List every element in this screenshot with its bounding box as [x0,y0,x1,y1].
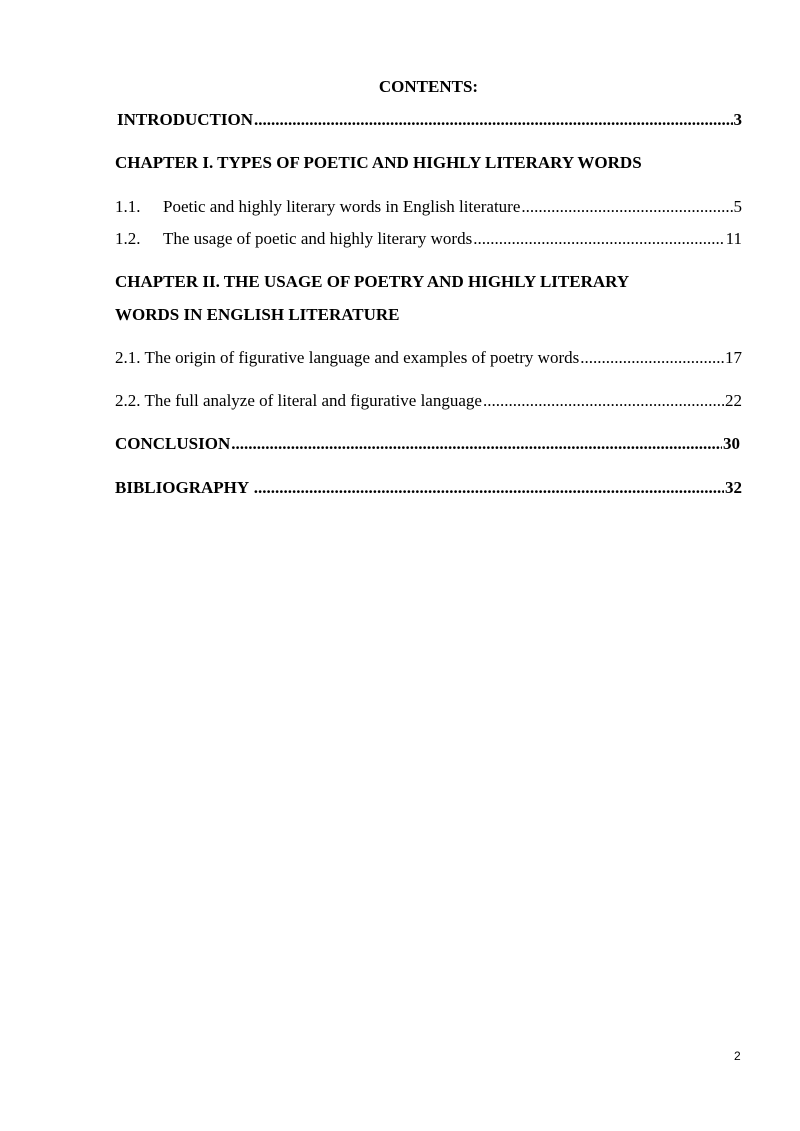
leader-dots [521,197,732,217]
toc-entry-number: 1.1. [115,197,141,216]
toc-entry-number: 1.2. [115,229,141,248]
contents-title: CONTENTS: [378,77,479,96]
toc-entry-bibliography[interactable] [115,478,742,498]
toc-entry-label: 2.2. The full analyze of literal and figurative language [115,391,482,410]
toc-entry-page: 30 [723,434,740,453]
chapter-2-heading-line-1[interactable]: CHAPTER II. THE USAGE OF POETRY AND HIGHLY LITERARY [115,272,630,291]
toc-entry-conclusion[interactable] [115,434,740,454]
leader-dots [483,391,724,411]
page-number: 2 [734,1049,741,1063]
toc-entry-2-1[interactable] [115,348,742,368]
toc-entry-page: 5 [733,197,742,216]
toc-entry-1-2[interactable] [115,229,742,249]
toc-entry-text: Poetic and highly literary words in English literature [163,197,521,216]
toc-entry-2-2[interactable] [115,391,742,411]
toc-entry-label [115,229,472,249]
chapter-2-heading-line-2[interactable]: WORDS IN ENGLISH LITERATURE [115,305,400,324]
toc-entry-page: 17 [725,348,742,367]
toc-entry-introduction[interactable] [117,110,742,130]
leader-dots [473,229,724,249]
chapter-1-heading[interactable]: CHAPTER I. TYPES OF POETIC AND HIGHLY LITERARY WORDS [115,153,642,172]
toc-entry-page: 32 [725,478,742,497]
toc-entry-text: The usage of poetic and highly literary words [163,229,473,248]
toc-entry-label: BIBLIOGRAPHY [115,478,253,497]
toc-entry-label [115,197,520,217]
toc-entry-page: 3 [733,110,742,129]
toc-entry-label: CONCLUSION [115,434,231,453]
toc-entry-1-1[interactable] [115,197,742,217]
leader-dots [580,348,724,368]
leader-dots [254,110,732,130]
toc-entry-label: 2.1. The origin of figurative language and examples of poetry words [115,348,580,367]
toc-entry-page: 22 [725,391,742,410]
leader-dots [254,478,724,498]
toc-entry-page: 11 [725,229,742,248]
toc-entry-label: INTRODUCTION [117,110,254,129]
leader-dots [231,434,722,454]
